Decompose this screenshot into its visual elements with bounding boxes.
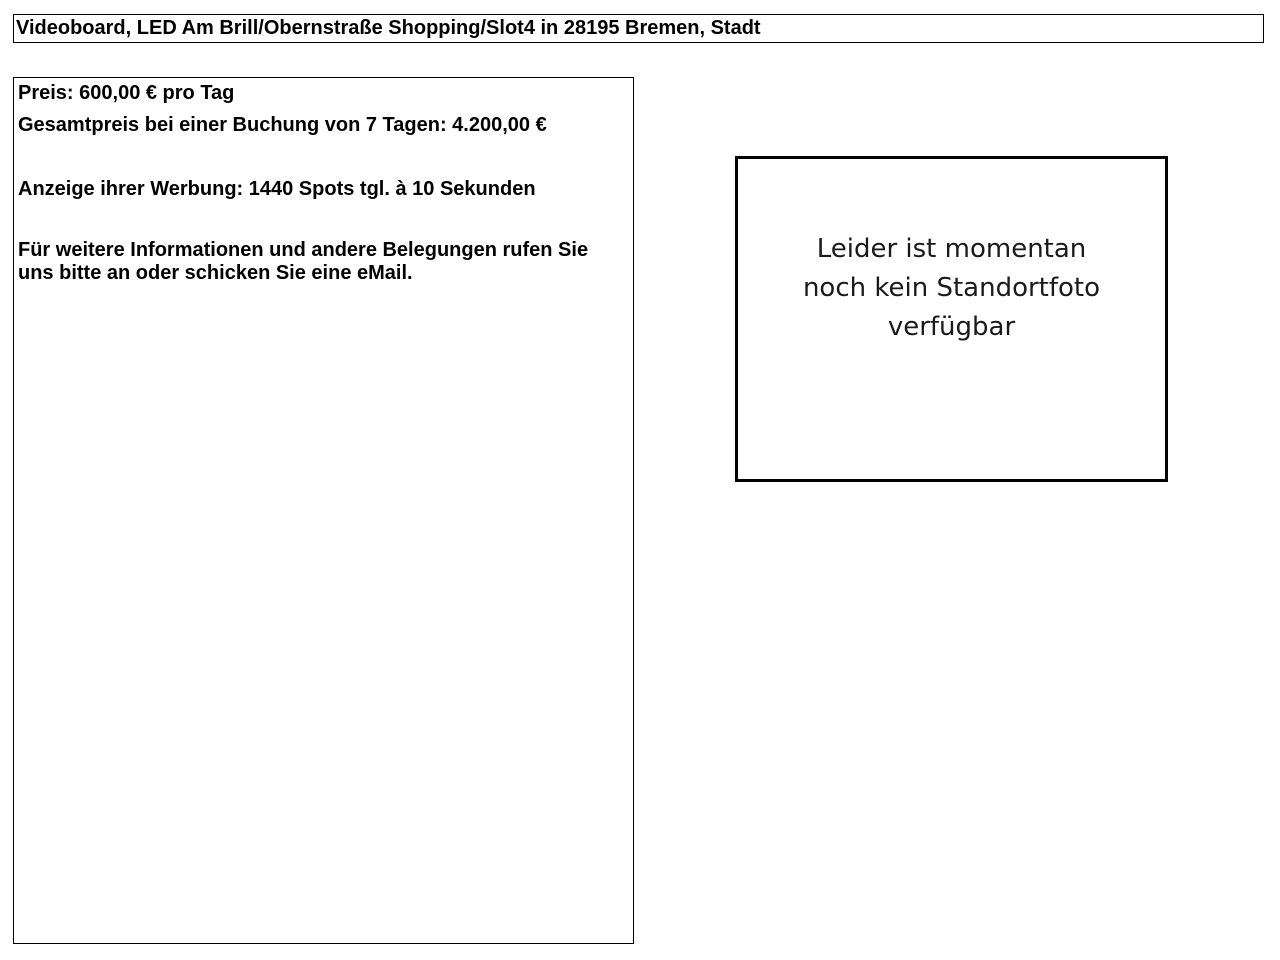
- location-photo-placeholder: [735, 156, 1168, 482]
- details-panel: [13, 77, 634, 944]
- page-title: Videoboard, LED Am Brill/Obernstraße Shopping/Slot4 in 28195 Bremen, Stadt: [13, 14, 1264, 43]
- photo-text-line-2: noch kein Standortfoto: [802, 273, 1101, 303]
- spots-info: Anzeige ihrer Werbung: 1440 Spots tgl. à 10 Sekunden: [18, 178, 536, 200]
- total-price: Gesamtpreis bei einer Buchung von 7 Tagen: 4.200,00 €: [18, 114, 547, 136]
- price-per-day: Preis: 600,00 € pro Tag: [18, 82, 235, 104]
- photo-text-line-1: Leider ist momentan: [816, 234, 1087, 264]
- photo-text-line-3: verfügbar: [887, 312, 1016, 342]
- photo-unavailable-text: [738, 230, 1165, 347]
- contact-info: Für weitere Informationen und andere Belegungen rufen Sie uns bitte an oder schicken Sie eine eMail.: [18, 239, 589, 284]
